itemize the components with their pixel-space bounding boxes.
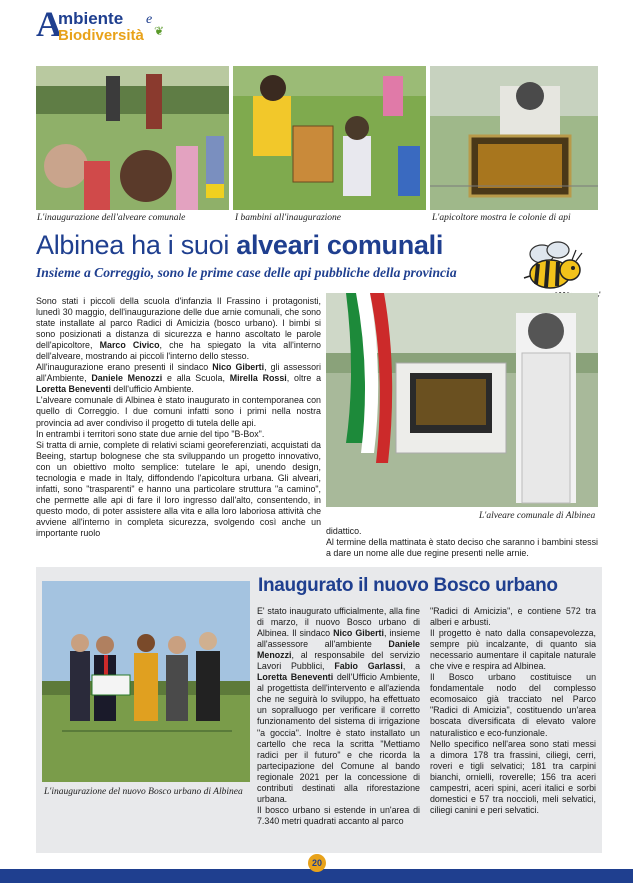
article2-title: Inaugurato il nuovo Bosco urbano: [258, 575, 558, 596]
text: , al responsabile del servizio Lavori Pubblici,: [257, 650, 420, 672]
person-name: Daniele Menozzi: [91, 373, 163, 384]
logo-conj: e: [146, 12, 153, 27]
caption-photo-1: L'inaugurazione dell'alveare comunale: [37, 213, 186, 223]
paragraph: [257, 606, 420, 805]
page-number: 20: [308, 854, 326, 872]
title-bold: alveari comunali: [236, 230, 444, 260]
caption-photo-2: I bambini all'inaugurazione: [235, 213, 342, 223]
person-name: Daniele Menozzi: [257, 639, 420, 661]
paragraph: "Radici di Amicizia", e contiene 572 tra alberi e arbusti.: [430, 606, 596, 628]
text: , oltre a: [286, 373, 322, 384]
paragraph: Il Bosco urbano costituisce un fondamentale nodo del complesso ecomosaico già tracciato nel Parco "Radici di Amicizia", costituendo un'area boscata diversificata di elevato valore naturalistico e eco-funzionale.: [430, 672, 596, 738]
person-name: Loretta Beneventi: [36, 384, 111, 395]
text: dell'Ufficio Ambiente, al progettista dell'intervento e all'azienda che ne seguirà lo sviluppo, ha effettuato un sopralluogo per verificare il corretto funzionamento del sistema di irrigazione "a goccia". Inoltre è stato installato un cartello che reca la scritta "Mettiamo radici per il futuro" e che ricorda la partecipazione del Comune al bando regionale 2021 per la concessione di contributi destinati alla riforestazione urbana.: [257, 672, 420, 804]
article-subtitle: Insieme a Correggio, sono le prime case delle api pubbliche della provincia: [36, 265, 457, 280]
text: All'inaugurazione erano presenti il sindaco: [36, 362, 213, 373]
paragraph: [36, 362, 321, 395]
caption-beehive: L'alveare comunale di Albinea: [479, 511, 596, 521]
paragraph: didattico.: [326, 526, 362, 536]
person-name: Nico Giberti: [333, 628, 384, 639]
photo-urban-forest: [42, 581, 250, 782]
paragraph: Il progetto è nato dalla consapevolezza, sempre più incalzante, di quanto sia necessario aumentare il capitale naturale che vive e respira ad Albinea.: [430, 628, 596, 672]
logo-initial: A: [36, 4, 62, 44]
text: , gli assessori all'Ambiente,: [36, 362, 321, 384]
paragraph: Al termine della mattinata è stato deciso che saranno i bambini stessi a dare un nome alle due regine presenti nelle arnie.: [326, 537, 598, 559]
logo-line2: Biodiversità: [58, 27, 144, 44]
text: , insieme all'assessore all'ambiente: [257, 628, 421, 650]
photo-beekeeper: [430, 66, 598, 210]
text: E' stato inaugurato ufficialmente, alla fine di marzo, il nuovo Bosco urbano di Albinea. Il sindaco: [257, 606, 420, 639]
article-title: [36, 230, 443, 261]
person-name: Mirella Rossi: [229, 373, 287, 384]
text: , a: [402, 661, 421, 672]
caption-photo-3: L'apicoltore mostra le colonie di api: [432, 213, 571, 223]
text: e alla Scuola,: [162, 373, 230, 384]
title-light: Albinea ha i suoi: [36, 230, 237, 260]
photo-children: [233, 66, 426, 210]
article1-column-right: [326, 526, 598, 559]
person-name: Nico Giberti: [212, 362, 265, 373]
paragraph: Si tratta di arnie, complete di relativi sciami georeferenziati, acquistati da Beeing, startup bolognese che sta sviluppando un progetto innovativo, con un obiettivo molto semplice: tutelare le api, unendo design, tecnologia e made in Italy, diffondendo l'apicoltura urbana. Gli alveari, infatti, sono "trasparenti" e hanno una particolare struttura "a camino", che permette alle api di fare il loro ingresso dall'alto, consentendo, in questo modo, di poter assistere alla vita e alla loro laboriosa attività che avviene all'interno in completa sicurezza, svolgendo così anche un importante ruolo: [36, 439, 321, 538]
logo-line1: mbiente: [58, 9, 124, 28]
leaf-icon: ❦: [154, 24, 165, 38]
text: Sono stati i piccoli della scuola d'infanzia Il Frassino i protagonisti, lunedì 30 maggio, dell'inaugurazione delle due arnie comunali, che sono state installate al parco Radici di Amicizia (bosco urbano). I bimbi si sono posizionati a distanza di sicurezza e hanno ascoltato le parole dell'apicoltore,: [36, 296, 321, 351]
paragraph: Il bosco urbano si estende in un'area di 7.340 metri quadrati accanto al parco: [257, 804, 420, 826]
article2-column-right: [430, 606, 596, 816]
paragraph: In entrambi i territori sono state due arnie del tipo "B-Box".: [36, 428, 265, 439]
photo-beehive: [326, 293, 598, 507]
caption-urban-forest: L'inaugurazione del nuovo Bosco urbano di Albinea: [44, 787, 243, 797]
paragraph: L'alveare comunale di Albinea è stato inaugurato in contemporanea con quello di Correggio. I due comuni infatti sono i primi nella nostra provincia ad aver condiviso il progetto di tutela delle api.: [36, 395, 321, 428]
paragraph: [36, 296, 321, 362]
article1-column-left: [36, 296, 321, 539]
article2-column-left: [257, 606, 420, 827]
person-name: Loretta Beneventi: [257, 672, 334, 683]
text: , che ha spiegato la vita all'interno dell'alveare, mostrando ai piccoli l'interno dello stesso.: [36, 340, 321, 362]
paragraph: Nello specifico nell'area sono stati messi a dimora 178 tra frassini, ciliegi, cerri, roveri e tigli selvatici; 181 tra carpini bianchi, ornielli, roverelle; 156 tra aceri campestri, aceri spini, aceri italici e sorbi domestici e 57 tra noccioli, meli selvatici, ciliegi canini e peri selvatici.: [430, 738, 596, 815]
text: dell'ufficio Ambiente.: [110, 384, 194, 395]
photo-inauguration: [36, 66, 229, 210]
person-name: Marco Civico: [99, 340, 160, 351]
person-name: Fabio Garlassi: [334, 661, 403, 672]
